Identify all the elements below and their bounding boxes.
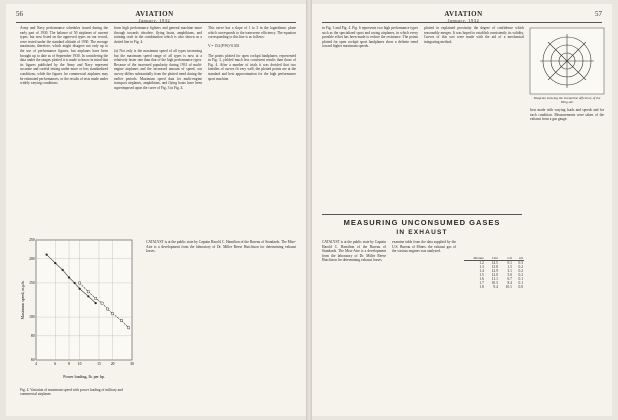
page-number-right: 57 [595,10,602,18]
y-ticks [29,238,35,362]
y-axis-label: Maximum speed, m.p.h. [20,280,25,320]
table-cell: 0.2 [518,265,523,269]
chart-caption: Fig. 4. Variation of maximum speed with power loading of military and commercial airplanes [20,388,123,397]
x-tick-label: 10 [77,362,82,366]
article-subhead: IN EXHAUST [396,229,448,236]
x-ticks [35,362,134,366]
y-tick-label: 200 [29,256,35,261]
table-cell: 0.3 [518,261,523,265]
exhaust-table [464,256,524,289]
table-cell: 0.1 [518,281,523,285]
data-point [54,262,56,264]
header-rule-right [322,22,602,23]
left-column-2: from high performance fighters and general machine more through towards obsolete, flying boats, amphibians, and training craft in the combination which is also shown as a dotted line in Fig. 4. (a) Not only is the maximum speed of all types increasing but the maximum speed range of all types is now at a relatively faster rate than that of the high performance types. Because of the increased popularity during 1931 of multi-engine airplanes and the increased amount of speed, our survey differs substantially from the plotted trend during the earlier periods. Maximum speed data for multi-engine transport airplanes, amphibians, and flying boats have been superimposed upon the curve of Fig. 3 in Fig. 4. [114,26,202,90]
data-point [95,297,97,299]
table-cell: 12.9 [491,269,498,273]
left-column-1: Army and Navy performance schedules issued during the early part of 1930. The balance of 50 airplanes of current types, but now listed on the approved types on our record, were tested under the standard altitude of 1930. The average maximum, therefore, which might disagree not only up to the use of performance figures, but airplanes have been brought up to date as of September 1930. In considering the data under the ranges plotted it is made to know in mind that its figures published by the Army and Navy represent accurate and careful testing under more or less standardized conditions, while the figures for commercial airplanes may be estimated performances, or the results of tests made under widely varying conditions. [20,26,109,86]
table-cell: 1.2 [479,261,484,265]
table-cell: 1.3 [479,265,484,269]
article-headline: MEASURING UNCONSUMED GASES [343,218,501,227]
wing-figure [530,28,604,94]
table-cell: 3.1 [507,269,512,273]
page-number: 56 [16,10,23,18]
right-column-3: how made with varying loads and speeds and for each condition. Measurements were taken of the exhaust from a gas gauge. [530,108,605,122]
table-cell: 1.8 [479,285,484,289]
table-cell: 10.1 [505,285,512,289]
data-point [79,282,81,284]
table-cell: 1.5 [479,273,484,277]
y-tick-label: 100 [29,315,35,320]
issue-date-right: January, 1932 [447,18,480,23]
left-article-intro: CATALYST is at the public state by Captain Harold C. Hamilton of the Bureau of Standards. The Mise-Aire is a development from the laboratory of Dr. Miller Reese Hutchison for determining exhaust losses. [146,240,297,254]
left-page [6,4,306,416]
right-column-2: plotted in explained proximity the degree of confidence which reasonably merges. It was hoped to establish consistently its validity. Curves of this sort were made with the aid of a mechanical integrating method. [424,26,525,44]
x-tick-label: 8 [68,362,70,366]
x-tick-label: 20 [110,362,115,366]
x-axis-label: Power loading, lb. per hp. [63,374,105,379]
table-cell: 1.4 [479,269,484,273]
y-tick-label: 60 [30,358,35,363]
table-cell: 0.1 [518,277,523,281]
table-cell: 0.1 [507,261,512,265]
table-cell: 14.5 [491,261,498,265]
table-cell: 9.4 [493,285,498,289]
x-tick-label: 6 [54,362,57,366]
header-rule [16,22,296,23]
y-tick-label: 80 [30,334,35,339]
figure-caption: Diagram showing the streamline efficiency of the Wing-Air [533,96,601,105]
table-cell: 6.7 [507,277,512,281]
table-cell: 0.0 [518,285,523,289]
table-cell: 10.3 [491,281,498,285]
data-point [87,295,89,297]
data-point [87,291,89,293]
data-point [79,288,81,290]
x-tick-label: 30 [130,362,134,366]
table-cell: 13.8 [491,265,498,269]
journal-title-right-text: AVIATION [444,10,483,18]
article-column-2: examine table from the data supplied by the U.S. Bureau of Mines: the exhaust gas of the various engines was analyzed. [392,240,457,254]
table-cell: 0.2 [518,273,523,277]
data-point [68,276,70,278]
table-cell: 11.1 [491,277,498,281]
y-tick-label: 150 [29,281,35,286]
data-point [107,308,109,310]
article-column-1: CATALYST is at the public state by Captain Harold C. Hamilton of the Bureau of Standards. The Mise-Aire is a development from the laboratory of Dr. Miller Reese Hutchison for determining exhaust losses. [322,240,387,263]
data-point [120,319,122,321]
data-point [112,313,114,315]
x-tick-label: 15 [97,362,101,366]
left-column-3: This curve has a slope of 1 to 3 in the logarithmic plane which corresponds to the transverse efficiency. The equation corresponding to this line is as follows: V = 154 (P/W)^0.303 The points plotted for open cockpit landplanes, represented in Fig. 3, yielded much less consistent results than those of Fig. 4. After a number of trials it was decided that two families of curves fit very well; the plotted points are at the standard and best approximation for the high performance sport machine. [208,26,296,81]
table-header-cell: CO2 [485,256,499,261]
table-body [464,261,524,290]
table-header-cell: Mixture [464,256,485,261]
right-page [312,4,612,416]
right-column-1: in Fig. 3 and Fig. 4. Fig. 6 represents two high performance types such as the specialized sport and racing airplanes, in which every possible effort has been made to reduce the resistance. The points plotted for open cockpit sport landplanes show a definite trend toward higher maximum speeds. [322,26,419,49]
data-point [74,282,76,284]
journal-title-text: AVIATION [135,10,174,18]
table-cell: 1.6 [479,277,484,281]
data-point [101,302,103,304]
data-point [46,254,48,256]
table-cell: 1.5 [507,265,512,269]
table-header-cell: CO [499,256,513,261]
speed-chart [20,234,138,384]
table-header-cell: O2 [513,256,524,261]
data-point [95,302,97,304]
table-cell: 8.4 [507,281,512,285]
data-point [128,327,130,329]
issue-date: January, 1932 [138,18,171,23]
y-tick-label: 250 [29,238,35,243]
table-cell: 5.0 [507,273,512,277]
table-row [464,285,524,289]
data-point [62,269,64,271]
x-tick-label: 4 [35,362,37,366]
article-rule [322,214,522,215]
table-cell: 0.2 [518,269,523,273]
table-cell: 1.7 [479,281,484,285]
table-cell: 12.0 [491,273,498,277]
